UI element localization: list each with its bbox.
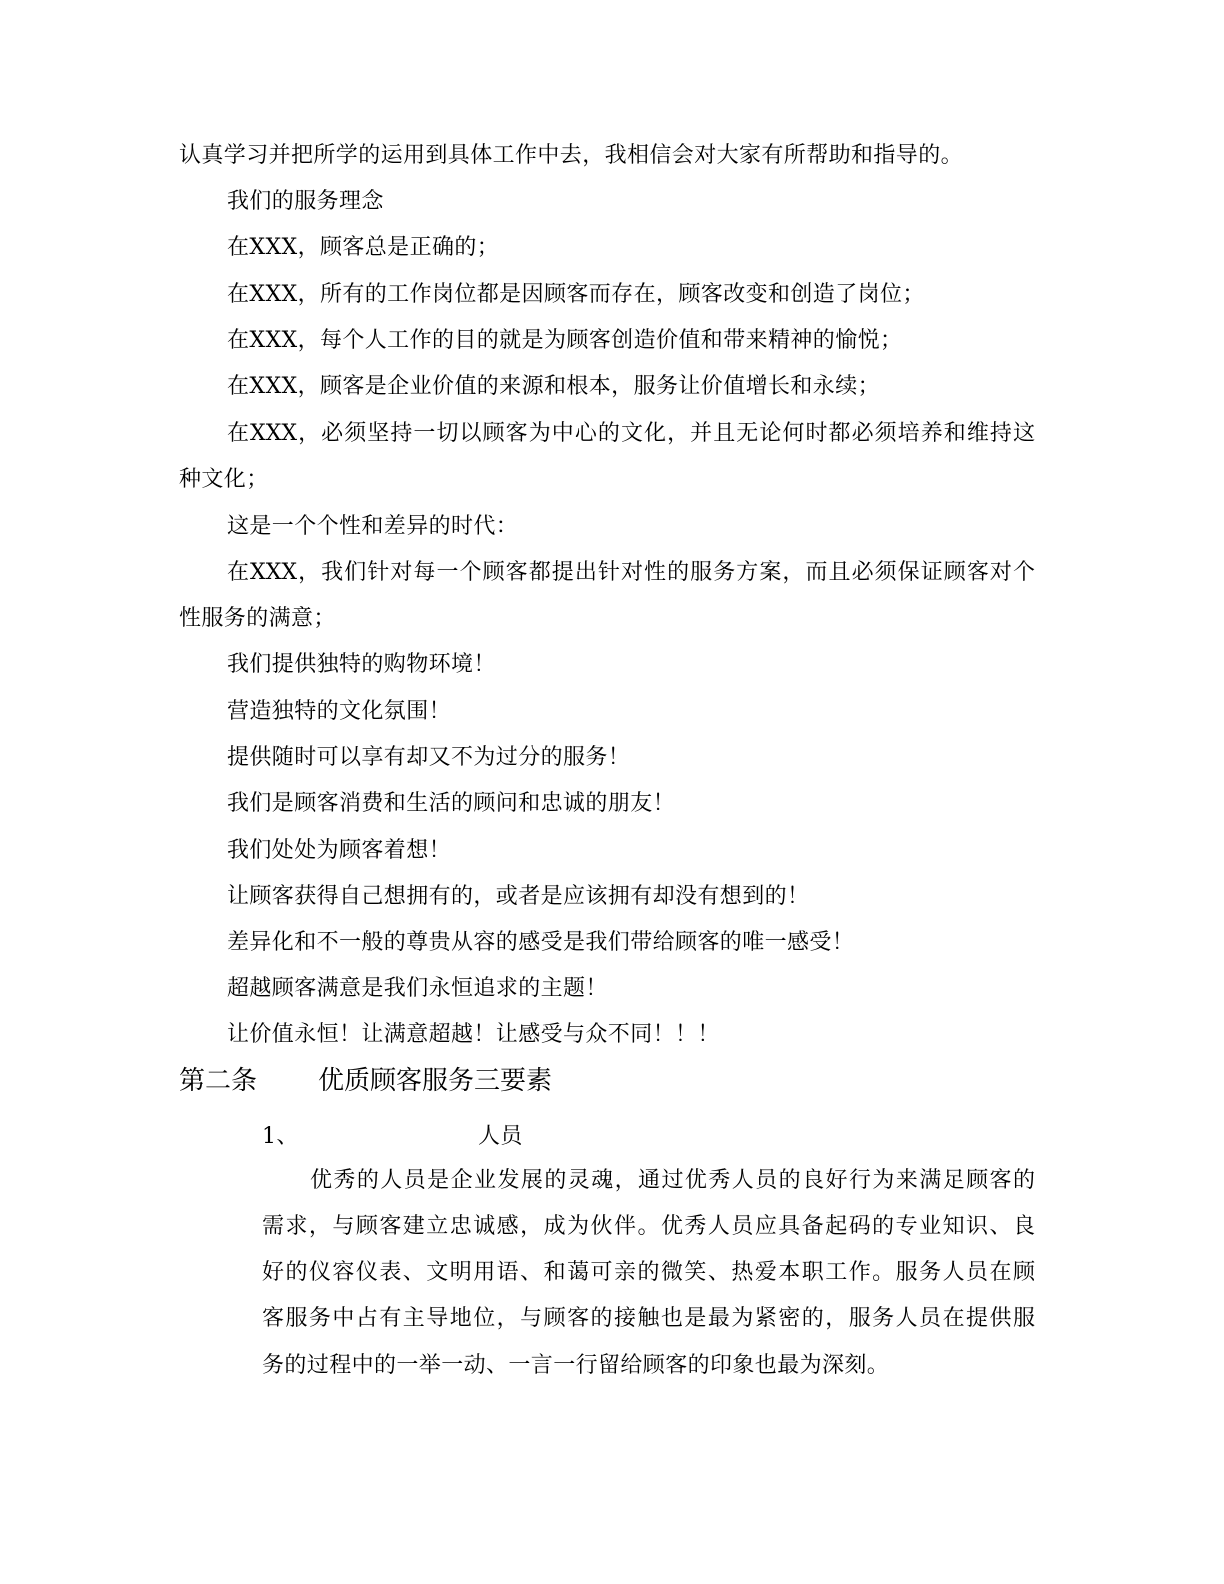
item-body-line-4: 客服务中占有主导地位，与顾客的接触也是最为紧密的，服务人员在提供服 <box>262 1306 1035 1331</box>
slogan-4: 我们是顾客消费和生活的顾问和忠诚的朋友！ <box>227 791 676 816</box>
philosophy-item-4: 在XXX，顾客是企业价值的来源和根本，服务让价值增长和永续； <box>227 374 880 399</box>
slogan-9: 让价值永恒！让满意超越！让感受与众不同！！！ <box>227 1022 720 1047</box>
slogan-1: 我们提供独特的购物环境！ <box>227 652 496 677</box>
era-statement: 这是一个个性和差异的时代： <box>227 514 519 539</box>
slogan-6: 让顾客获得自己想拥有的，或者是应该拥有却没有想到的！ <box>227 884 810 909</box>
philosophy-item-3: 在XXX，每个人工作的目的就是为顾客创造价值和带来精神的愉悦； <box>227 328 903 353</box>
philosophy-item-2: 在XXX，所有的工作岗位都是因顾客而存在，顾客改变和创造了岗位； <box>227 282 925 307</box>
service-philosophy-heading: 我们的服务理念 <box>227 189 384 214</box>
item-body-line-1: 优秀的人员是企业发展的灵魂，通过优秀人员的良好行为来满足顾客的 <box>310 1168 1035 1193</box>
slogan-2: 营造独特的文化氛围！ <box>227 699 452 724</box>
slogan-7: 差异化和不一般的尊贵从容的感受是我们带给顾客的唯一感受！ <box>227 930 855 955</box>
item-number: 1、 <box>262 1124 299 1149</box>
slogan-5: 我们处处为顾客着想！ <box>227 838 452 863</box>
philosophy-item-6-line-2: 性服务的满意； <box>179 606 336 631</box>
philosophy-item-5-line-2: 种文化； <box>179 467 269 492</box>
section-title: 优质顾客服务三要素 <box>318 1066 553 1096</box>
item-title: 人员 <box>478 1124 523 1149</box>
philosophy-item-1: 在XXX，顾客总是正确的； <box>227 235 500 260</box>
section-number: 第二条 <box>179 1066 258 1096</box>
item-body-line-5: 务的过程中的一举一动、一言一行留给顾客的印象也最为深刻。 <box>262 1353 890 1378</box>
item-body-line-3: 好的仪容仪表、文明用语、和蔼可亲的微笑、热爱本职工作。服务人员在顾 <box>262 1260 1035 1285</box>
slogan-3: 提供随时可以享有却又不为过分的服务！ <box>227 745 631 770</box>
philosophy-item-5-line-1: 在XXX，必须坚持一切以顾客为中心的文化，并且无论何时都必须培养和维持这 <box>227 421 1035 446</box>
item-body-line-2: 需求，与顾客建立忠诚感，成为伙伴。优秀人员应具备起码的专业知识、良 <box>262 1214 1035 1239</box>
paragraph-intro: 认真学习并把所学的运用到具体工作中去，我相信会对大家有所帮助和指导的。 <box>179 143 964 168</box>
philosophy-item-6-line-1: 在XXX，我们针对每一个顾客都提出针对性的服务方案，而且必须保证顾客对个 <box>227 560 1035 585</box>
slogan-8: 超越顾客满意是我们永恒追求的主题！ <box>227 976 608 1001</box>
